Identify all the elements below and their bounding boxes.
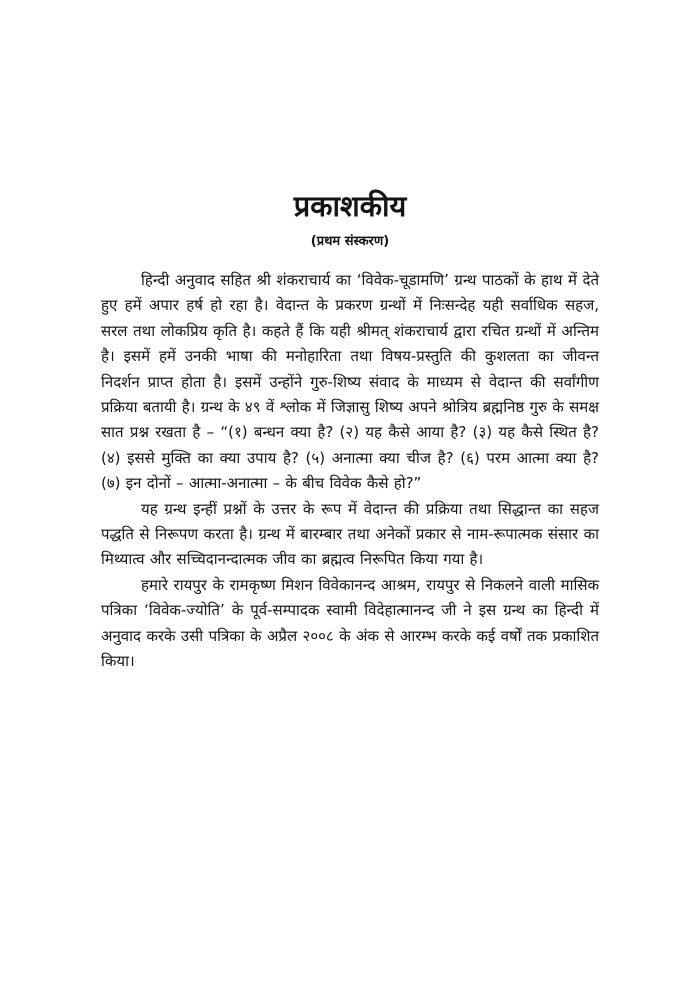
page-title: प्रकाशकीय	[293, 189, 407, 223]
paragraph: हमारे रायपुर के रामकृष्ण मिशन विवेकानन्द आश्रम, रायपुर से निकलने वाली मासिक पत्रिका ‘विवेक-ज्योति’ के पूर्व-सम्पादक स्वामी विदेहात्मानन्द जी ने इस ग्रन्थ का हिन्दी में अनुवाद करके उसी पत्रिका के अप्रैल २००८ के अंक से आरम्भ करके कई वर्षों तक प्रकाशित किया।	[101, 575, 599, 671]
page-subtitle: (प्रथम संस्करण)	[310, 234, 390, 249]
paragraph: यह ग्रन्थ इन्हीं प्रश्नों के उत्तर के रूप में वेदान्त की प्रक्रिया तथा सिद्धान्त का सहज पद्धति से निरूपण करता है। ग्रन्थ में बारम्बार तथा अनेकों प्रकार से नाम-रूपात्मक संसार का मिथ्यात्व और सच्चिदानन्दात्मक जीव का ब्रह्मत्व निरूपित किया गया है।	[101, 499, 599, 569]
paragraph: हिन्दी अनुवाद सहित श्री शंकराचार्य का ‘विवेक-चूडामणि’ ग्रन्थ पाठकों के हाथ में देते हुए हमें अपार हर्ष हो रहा है। वेदान्त के प्रकरण ग्रन्थों में निःसन्देह यही सर्वाधिक सहज, सरल तथा लोकप्रिय कृति है। कहते हैं कि यही श्रीमत् शंकराचार्य द्वारा रचित ग्रन्थों में अन्तिम है। इसमें हमें उनकी भाषा की मनोहारिता तथा विषय-प्रस्तुति की कुशलता का जीवन्त निदर्शन प्राप्त होता है। इसमें उन्होंने गुरु-शिष्य संवाद के माध्यम से वेदान्त की सर्वांगीण प्रक्रिया बतायी है। ग्रन्थ के ४९ वें श्लोक में जिज्ञासु शिष्य अपने श्रोत्रिय ब्रह्मनिष्ठ गुरु के समक्ष सात प्रश्न रखता है – “(१) बन्धन क्या है? (२) यह कैसे आया है? (३) यह कैसे स्थित है? (४) इससे मुक्ति का क्या उपाय है? (५) अनात्मा क्या चीज है? (६) परम आत्मा क्या है? (७) इन दोनों – आत्मा-अनात्मा – के बीच विवेक कैसे हो?”	[101, 271, 599, 493]
body-text	[101, 268, 599, 675]
